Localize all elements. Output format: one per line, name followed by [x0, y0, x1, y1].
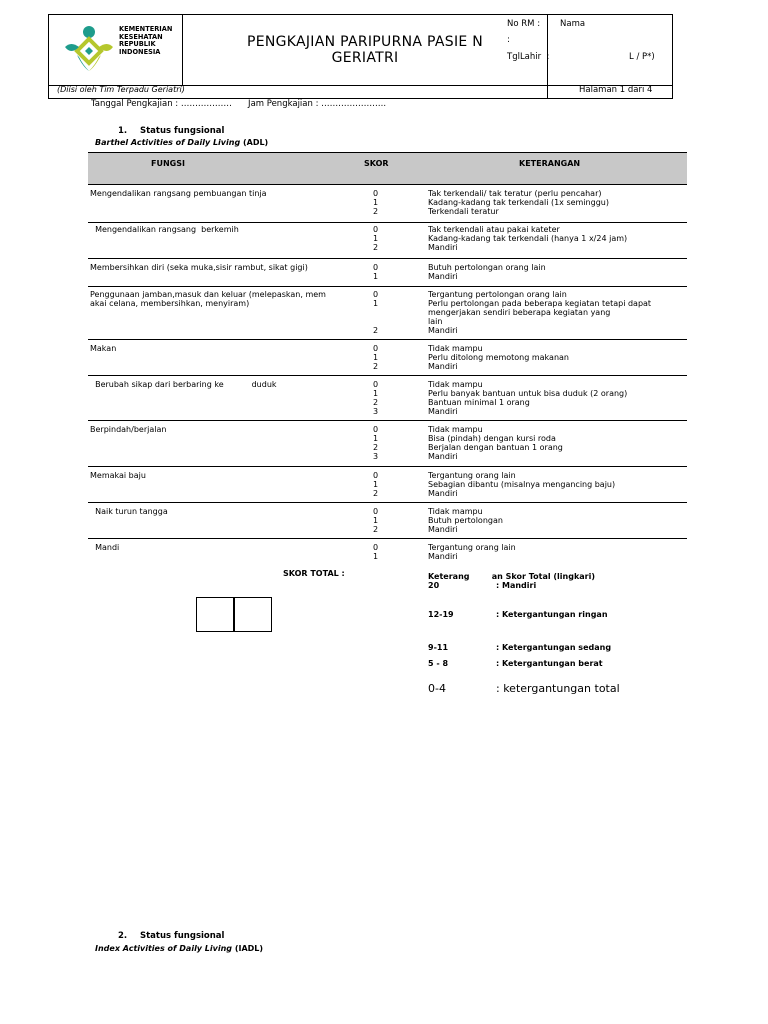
nama-label: Nama	[560, 19, 586, 29]
legend-range-2: 9-11	[428, 643, 449, 652]
table-cell-keterangan: Tergantung orang lain Mandiri	[428, 543, 516, 561]
column-header-keterangan: KETERANGAN	[519, 159, 581, 168]
table-cell-fungsi: Berubah sikap dari berbaring ke duduk	[90, 380, 277, 389]
table-cell-fungsi: Naik turun tangga	[90, 507, 168, 516]
table-row-divider	[88, 339, 687, 340]
table-cell-keterangan: Tergantung pertolongan orang lain Perlu pertolongan pada beberapa kegiatan tetapi dapat mengerjakan sendiri beberapa kegiatan yang lain Mandiri	[428, 290, 652, 335]
table-cell-keterangan: Butuh pertolongan orang lain Mandiri	[428, 263, 546, 281]
table-row-divider	[88, 502, 687, 503]
section2-subtitle-text: Index Activities of Daily Living	[95, 944, 233, 953]
legend-range-3: 5 - 8	[428, 659, 449, 668]
table-cell-fungsi: Mengendalikan rangsang berkemih	[90, 225, 239, 234]
subheader-note-cell	[49, 84, 548, 98]
table-cell-skor: 0 1 2 3	[373, 425, 379, 461]
table-cell-fungsi: Memakai baju	[90, 471, 146, 480]
table-cell-skor: 0 1 2 3	[373, 380, 379, 416]
legend-range-4: 0-4	[428, 682, 446, 695]
legend-desc-0: : Mandiri	[496, 581, 537, 590]
section1-number: 1.	[118, 126, 128, 136]
document-title: PENGKAJIAN PARIPURNA PASIE N GERIATRI	[246, 34, 484, 66]
skor-total-box-2[interactable]	[234, 597, 272, 632]
legend-title: Keterang an Skor Total (lingkari)	[428, 572, 596, 581]
section1-subtitle	[95, 138, 268, 147]
table-cell-skor: 0 1 2	[373, 189, 379, 216]
rm-label: No RM :	[507, 19, 541, 29]
section2-title: Status fungsional	[140, 931, 225, 941]
table-cell-fungsi: Penggunaan jamban,masuk dan keluar (melepaskan, mem akai celana, membersihkan, menyiram)	[90, 290, 326, 308]
document-header	[48, 14, 673, 86]
table-cell-keterangan: Tidak mampu Bisa (pindah) dengan kursi roda Berjalan dengan bantuan 1 orang Mandiri	[428, 425, 563, 461]
table-row-divider	[88, 258, 687, 259]
page-number: Halaman 1 dari 4	[579, 85, 653, 95]
table-cell-keterangan: Tergantung orang lain Sebagian dibantu (misalnya mengancing baju) Mandiri	[428, 471, 616, 498]
table-row-divider	[88, 222, 687, 223]
table-cell-skor: 0 1 2	[373, 471, 379, 498]
tgl-lahir-label: TglLahir :	[507, 52, 550, 62]
table-cell-skor: 0 1 2	[373, 290, 379, 335]
column-header-fungsi: FUNGSI	[151, 159, 185, 168]
table-cell-fungsi: Berpindah/berjalan	[90, 425, 167, 434]
logo-cell	[49, 15, 183, 85]
table-cell-keterangan: Tidak mampu Perlu banyak bantuan untuk bisa duduk (2 orang) Bantuan minimal 1 orang Mandiri	[428, 380, 628, 416]
section1-subtitle-text: Barthel Activities of Daily Living	[95, 138, 241, 147]
table-header	[88, 152, 687, 185]
table-cell-keterangan: Tak terkendali/ tak teratur (perlu pencahar) Kadang-kadang tak terkendali (1x seminggu) Terkendali teratur	[428, 189, 609, 216]
ministry-line: KEMENTERIAN	[119, 25, 173, 33]
section1-title: Status fungsional	[140, 126, 225, 136]
ministry-line: INDONESIA	[119, 47, 161, 56]
table-cell-skor: 0 1 2	[373, 507, 379, 534]
table-cell-fungsi: Mengendalikan rangsang pembuangan tinja	[90, 189, 267, 198]
nama-field: :	[507, 35, 510, 45]
subheader-note: (Diisi oleh Tim Terpadu Geriatri)	[57, 85, 185, 94]
ministry-line: KESEHATAN	[119, 32, 163, 41]
table-cell-fungsi: Makan	[90, 344, 117, 353]
table-row-divider	[88, 420, 687, 421]
section2-subtitle	[95, 944, 263, 953]
ministry-name	[119, 26, 181, 56]
table-row-divider	[88, 375, 687, 376]
legend-desc-3: : Ketergantungan berat	[496, 659, 603, 668]
table-cell-skor: 0 1 2	[373, 225, 379, 252]
skor-total-label: SKOR TOTAL :	[283, 569, 345, 578]
legend-range-1: 12-19	[428, 610, 454, 619]
table-cell-keterangan: Tak terkendali atau pakai kateter Kadang-kadang tak terkendali (hanya 1 x/24 jam) Mandiri	[428, 225, 628, 252]
table-cell-keterangan: Tidak mampu Butuh pertolongan Mandiri	[428, 507, 503, 534]
document-title-cell	[183, 15, 548, 85]
table-cell-skor: 0 1 2	[373, 344, 379, 371]
assessment-date-line: Tanggal Pengkajian : ……………… Jam Pengkajian : …………………..	[91, 99, 387, 109]
table-cell-skor: 0 1	[373, 543, 379, 561]
table-cell-keterangan: Tidak mampu Perlu ditolong memotong makanan Mandiri	[428, 344, 569, 371]
column-header-skor: SKOR	[364, 159, 389, 168]
legend-desc-2: : Ketergantungan sedang	[496, 643, 612, 652]
section2-subtitle-abbr: (IADL)	[234, 944, 264, 953]
section1-subtitle-abbr: (ADL)	[242, 138, 269, 147]
skor-total-box-1[interactable]	[196, 597, 234, 632]
table-cell-fungsi: Membersihkan diri (seka muka,sisir rambut, sikat gigi)	[90, 263, 308, 272]
table-row-divider	[88, 538, 687, 539]
table-cell-fungsi: Mandi	[90, 543, 120, 552]
subheader-row	[48, 84, 673, 99]
table-row-divider	[88, 466, 687, 467]
gender-field: L / P*)	[629, 52, 655, 62]
table-cell-skor: 0 1	[373, 263, 379, 281]
section2-number: 2.	[118, 931, 128, 941]
legend-desc-1: : Ketergantungan ringan	[496, 610, 608, 619]
ministry-line: REPUBLIK	[119, 40, 156, 49]
table-row-divider	[88, 286, 687, 287]
ministry-logo-icon	[61, 25, 117, 75]
legend-range-0: 20	[428, 581, 440, 590]
legend-desc-4: : ketergantungan total	[496, 682, 620, 695]
